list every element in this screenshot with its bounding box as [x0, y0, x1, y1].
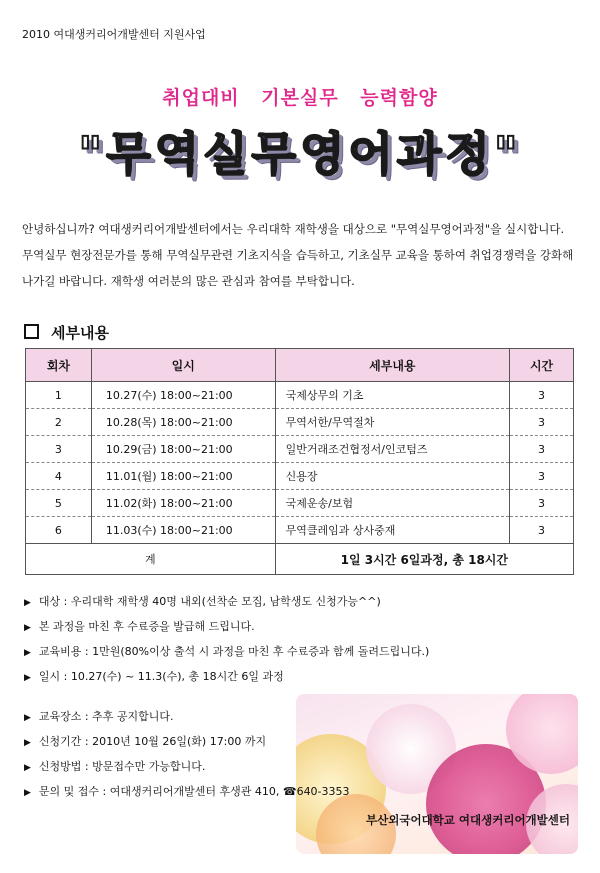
top-note: 2010 여대생커리어개발센터 지원사업	[22, 28, 206, 41]
header-datetime: 일시	[91, 349, 275, 382]
cell-datetime: 11.03(수) 18:00~21:00	[91, 517, 275, 544]
list-item: ▶ 신청방법 : 방문접수만 가능합니다.	[24, 755, 429, 780]
cell-hours: 3	[510, 409, 574, 436]
list-item: ▶ 일시 : 10.27(수) ~ 11.3(수), 총 18시간 6일 과정	[24, 665, 429, 690]
table-row	[26, 382, 574, 409]
cell-content: 신용장	[275, 463, 509, 490]
table-row	[26, 436, 574, 463]
section-heading	[24, 322, 109, 343]
cell-content: 국제상무의 기초	[275, 382, 509, 409]
list-item: ▶ 본 과정을 마친 후 수료증을 발급해 드립니다.	[24, 615, 429, 640]
cell-content: 무역서한/무역절차	[275, 409, 509, 436]
header-session: 회차	[26, 349, 92, 382]
table-total-row	[26, 544, 574, 575]
cell-session: 1	[26, 382, 92, 409]
total-value: 1일 3시간 6일과정, 총 18시간	[275, 544, 573, 575]
cell-content: 국제운송/보험	[275, 490, 509, 517]
cell-datetime: 11.02(화) 18:00~21:00	[91, 490, 275, 517]
cell-datetime: 10.27(수) 18:00~21:00	[91, 382, 275, 409]
list-item: ▶ 대상 : 우리대학 재학생 40명 내외(선착순 모집, 남학생도 신청가능^^)	[24, 590, 429, 615]
table-row	[26, 490, 574, 517]
cell-hours: 3	[510, 436, 574, 463]
cell-datetime: 10.29(금) 18:00~21:00	[91, 436, 275, 463]
list-item: ▶ 신청기간 : 2010년 10월 26일(화) 17:00 까지	[24, 730, 429, 755]
section-title: 세부내용	[51, 324, 109, 342]
list-item: ▶ 문의 및 접수 : 여대생커리어개발센터 후생관 410, ☎640-3353	[24, 780, 429, 805]
cell-session: 3	[26, 436, 92, 463]
cell-hours: 3	[510, 382, 574, 409]
organization-name: 부산외국어대학교 여대생커리어개발센터	[366, 813, 570, 827]
list-item: ▶ 교육장소 : 추후 공지합니다.	[24, 705, 429, 730]
cell-session: 2	[26, 409, 92, 436]
cell-datetime: 10.28(목) 18:00~21:00	[91, 409, 275, 436]
schedule-table	[25, 348, 574, 575]
table-row	[26, 517, 574, 544]
list-item: ▶ 교육비용 : 1만원(80%이상 출석 시 과정을 마친 후 수료증과 함께 돌려드립니다.)	[24, 640, 429, 665]
header-content: 세부내용	[275, 349, 509, 382]
cell-hours: 3	[510, 463, 574, 490]
cell-datetime: 11.01(월) 18:00~21:00	[91, 463, 275, 490]
cell-hours: 3	[510, 517, 574, 544]
table-row	[26, 409, 574, 436]
cell-content: 일반거래조건협정서/인코텀즈	[275, 436, 509, 463]
intro-paragraph: 안녕하십니까? 여대생커리어개발센터에서는 우리대학 재학생을 대상으로 "무역실무영어과정"을 실시합니다. 무역실무 현장전문가를 통해 무역실무관련 기초지식을 습득하고, 기초실무 교육을 통하여 취업경쟁력을 강화해나가길 바랍니다. 재학생 여러분의 많은 관심과 참여를 부탁합니다.	[22, 222, 574, 288]
page-title: "무역실무영어과정"	[78, 127, 522, 181]
table-header-row	[26, 349, 574, 382]
checkbox-square-icon	[24, 324, 39, 339]
total-label: 계	[26, 544, 276, 575]
subtitle: 취업대비 기본실무 능력함양	[162, 87, 438, 109]
table-row	[26, 463, 574, 490]
cell-session: 5	[26, 490, 92, 517]
details-list	[24, 590, 429, 805]
cell-content: 무역클레임과 상사중재	[275, 517, 509, 544]
header-hours: 시간	[510, 349, 574, 382]
cell-session: 4	[26, 463, 92, 490]
cell-hours: 3	[510, 490, 574, 517]
cell-session: 6	[26, 517, 92, 544]
